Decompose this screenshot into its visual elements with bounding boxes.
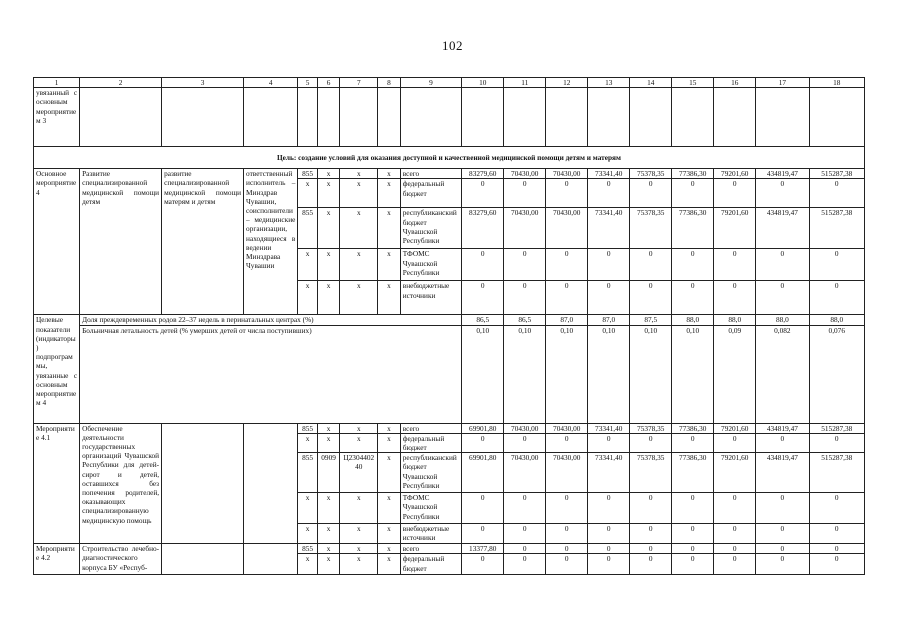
year-value: 0 <box>588 433 630 452</box>
header-cell: 8 <box>378 78 401 88</box>
year-value: 73341,40 <box>588 423 630 433</box>
year-value: 0 <box>672 524 714 544</box>
indicator-value: 88,0 <box>672 315 714 325</box>
indicator-name: Больничная летальность детей (% умерших детей от числа поступивших) <box>80 325 462 423</box>
year-value: 0 <box>672 493 714 524</box>
code-grbs: x <box>298 433 317 452</box>
year-value: 0 <box>546 433 588 452</box>
indicator-value: 0,10 <box>672 325 714 423</box>
code-expense: x <box>378 453 401 493</box>
year-value: 0 <box>809 179 864 208</box>
code-grbs: x <box>298 249 317 281</box>
year-value: 79201,60 <box>714 169 756 179</box>
year-value: 0 <box>809 554 864 575</box>
funding-source: ТФОМС Чувашской Республики <box>400 249 461 281</box>
funding-row <box>34 169 865 179</box>
code-grbs: 855 <box>298 453 317 493</box>
code-section: x <box>317 281 340 315</box>
code-expense: x <box>378 281 401 315</box>
header-cell: 2 <box>80 78 162 88</box>
header-cell: 4 <box>244 78 298 88</box>
empty-cell <box>756 88 809 147</box>
goal-row <box>34 147 865 169</box>
year-value: 79201,60 <box>714 453 756 493</box>
indicator-value: 0,10 <box>504 325 546 423</box>
year-value: 515287,38 <box>809 453 864 493</box>
year-value: 0 <box>462 281 504 315</box>
year-value: 434819,47 <box>756 453 809 493</box>
year-value: 0 <box>630 281 672 315</box>
code-grbs: x <box>298 179 317 208</box>
header-cell: 9 <box>400 78 461 88</box>
empty-cell <box>714 88 756 147</box>
empty-cell <box>80 88 162 147</box>
empty-cell <box>298 88 317 147</box>
year-value: 0 <box>756 554 809 575</box>
code-section: x <box>317 208 340 249</box>
funding-row <box>34 423 865 433</box>
year-value: 0 <box>630 544 672 554</box>
code-target: x <box>340 423 378 433</box>
indicator-value: 88,0 <box>714 315 756 325</box>
code-section: 0909 <box>317 453 340 493</box>
empty-cell <box>162 544 244 575</box>
year-value: 70430,00 <box>546 169 588 179</box>
budget-table <box>33 77 865 575</box>
year-value: 0 <box>714 433 756 452</box>
indicators-label: Целевые показатели (индикаторы) подпрограммы, увязанные с основным мероприятием 4 <box>34 315 80 423</box>
year-value: 0 <box>809 433 864 452</box>
year-value: 75378,35 <box>630 423 672 433</box>
empty-cell <box>630 88 672 147</box>
year-value: 434819,47 <box>756 423 809 433</box>
activity-name: Развитие специализированной медицинской помощи детям <box>80 169 162 315</box>
code-grbs: 855 <box>298 208 317 249</box>
year-value: 0 <box>546 281 588 315</box>
code-target: x <box>340 208 378 249</box>
year-value: 75378,35 <box>630 208 672 249</box>
year-value: 0 <box>588 524 630 544</box>
funding-row <box>34 544 865 554</box>
header-cell: 16 <box>714 78 756 88</box>
year-value: 0 <box>756 544 809 554</box>
activity-goal: развитие специализированной медицинской помощи матерям и детям <box>162 169 244 315</box>
year-value: 0 <box>462 524 504 544</box>
empty-cell <box>378 88 401 147</box>
code-grbs: 855 <box>298 423 317 433</box>
code-target: x <box>340 179 378 208</box>
funding-source: федеральный бюджет <box>400 554 461 575</box>
funding-source: федеральный бюджет <box>400 433 461 452</box>
code-section: x <box>317 554 340 575</box>
year-value: 0 <box>672 554 714 575</box>
code-expense: x <box>378 423 401 433</box>
year-value: 0 <box>756 493 809 524</box>
header-cell: 6 <box>317 78 340 88</box>
goal-text: Цель: создание условий для оказания доступной и качественной медицинской помощи детям и матерям <box>34 147 865 169</box>
funding-source: всего <box>400 169 461 179</box>
year-value: 0 <box>504 524 546 544</box>
page-number: 102 <box>442 38 463 53</box>
year-value: 0 <box>630 524 672 544</box>
year-value: 70430,00 <box>504 208 546 249</box>
year-value: 0 <box>546 249 588 281</box>
funding-source: внебюджетные источники <box>400 524 461 544</box>
code-expense: x <box>378 249 401 281</box>
code-section: x <box>317 493 340 524</box>
header-row <box>34 78 865 88</box>
year-value: 0 <box>756 249 809 281</box>
funding-source: республиканский бюджет Чувашской Республики <box>400 453 461 493</box>
header-cell: 1 <box>34 78 80 88</box>
activity-label: Основное мероприятие 4 <box>34 169 80 315</box>
year-value: 0 <box>504 179 546 208</box>
year-value: 0 <box>756 179 809 208</box>
indicator-value: 87,5 <box>630 315 672 325</box>
code-grbs: x <box>298 554 317 575</box>
year-value: 70430,00 <box>546 423 588 433</box>
code-target: x <box>340 281 378 315</box>
year-value: 73341,40 <box>588 169 630 179</box>
year-value: 0 <box>809 493 864 524</box>
year-value: 79201,60 <box>714 423 756 433</box>
year-value: 0 <box>714 249 756 281</box>
header-cell: 18 <box>809 78 864 88</box>
year-value: 0 <box>630 249 672 281</box>
year-value: 0 <box>588 249 630 281</box>
code-expense: x <box>378 169 401 179</box>
code-expense: x <box>378 554 401 575</box>
code-grbs: 855 <box>298 169 317 179</box>
header-cell: 17 <box>756 78 809 88</box>
indicator-value: 86,5 <box>462 315 504 325</box>
year-value: 0 <box>809 249 864 281</box>
year-value: 83279,60 <box>462 208 504 249</box>
year-value: 0 <box>756 524 809 544</box>
funding-source: внебюджетные источники <box>400 281 461 315</box>
code-expense: x <box>378 493 401 524</box>
continuation-row <box>34 88 865 147</box>
code-target: x <box>340 554 378 575</box>
empty-cell <box>162 88 244 147</box>
empty-cell <box>400 88 461 147</box>
year-value: 0 <box>588 544 630 554</box>
year-value: 515287,38 <box>809 423 864 433</box>
code-section: x <box>317 179 340 208</box>
year-value: 0 <box>504 433 546 452</box>
year-value: 77386,30 <box>672 423 714 433</box>
empty-cell <box>340 88 378 147</box>
responsible: ответственный исполнитель – Минздрав Чувашии, соисполнители – медицинские организации, находящиеся в ведении Минздрава Чувашии <box>244 169 298 315</box>
code-section: x <box>317 544 340 554</box>
year-value: 0 <box>546 179 588 208</box>
funding-source: республиканский бюджет Чувашской Республики <box>400 208 461 249</box>
year-value: 0 <box>672 281 714 315</box>
header-cell: 3 <box>162 78 244 88</box>
empty-cell <box>317 88 340 147</box>
year-value: 0 <box>809 281 864 315</box>
year-value: 0 <box>462 179 504 208</box>
code-grbs: 855 <box>298 544 317 554</box>
year-value: 70430,00 <box>504 423 546 433</box>
indicator-value: 0,10 <box>588 325 630 423</box>
indicator-value: 0,09 <box>714 325 756 423</box>
code-grbs: x <box>298 493 317 524</box>
year-value: 70430,00 <box>546 208 588 249</box>
indicator-row <box>34 315 865 325</box>
year-value: 0 <box>714 554 756 575</box>
empty-cell <box>162 423 244 544</box>
code-target: x <box>340 169 378 179</box>
header-cell: 10 <box>462 78 504 88</box>
empty-cell <box>244 88 298 147</box>
indicator-value: 0,10 <box>546 325 588 423</box>
year-value: 0 <box>672 249 714 281</box>
year-value: 434819,47 <box>756 208 809 249</box>
year-value: 77386,30 <box>672 453 714 493</box>
year-value: 77386,30 <box>672 169 714 179</box>
year-value: 0 <box>672 433 714 452</box>
year-value: 0 <box>588 179 630 208</box>
code-grbs: x <box>298 524 317 544</box>
activity-label: Мероприятие 4.2 <box>34 544 80 575</box>
year-value: 77386,30 <box>672 208 714 249</box>
header-cell: 12 <box>546 78 588 88</box>
year-value: 0 <box>462 554 504 575</box>
empty-cell <box>462 88 504 147</box>
year-value: 0 <box>630 554 672 575</box>
indicator-value: 88,0 <box>809 315 864 325</box>
indicator-name: Доля преждевременных родов 22–37 недель в перинатальных центрах (%) <box>80 315 462 325</box>
header-cell: 11 <box>504 78 546 88</box>
code-target: x <box>340 493 378 524</box>
year-value: 0 <box>546 544 588 554</box>
header-cell: 5 <box>298 78 317 88</box>
year-value: 515287,38 <box>809 169 864 179</box>
year-value: 0 <box>504 554 546 575</box>
code-grbs: x <box>298 281 317 315</box>
header-cell: 14 <box>630 78 672 88</box>
code-expense: x <box>378 433 401 452</box>
year-value: 0 <box>630 433 672 452</box>
code-target: x <box>340 524 378 544</box>
activity-label: Мероприятие 4.1 <box>34 423 80 544</box>
year-value: 0 <box>462 249 504 281</box>
year-value: 0 <box>588 554 630 575</box>
code-section: x <box>317 524 340 544</box>
header-cell: 13 <box>588 78 630 88</box>
code-section: x <box>317 169 340 179</box>
year-value: 0 <box>756 281 809 315</box>
activity-name: Обеспечение деятельности государственных организаций Чувашской Республики для детей-сирот и детей, оставшихся без попечения родителей, оказывающих специализированную медицинскую помощь <box>80 423 162 544</box>
year-value: 69901,80 <box>462 453 504 493</box>
funding-source: федеральный бюджет <box>400 179 461 208</box>
year-value: 0 <box>462 433 504 452</box>
indicator-value: 87,0 <box>588 315 630 325</box>
indicator-value: 88,0 <box>756 315 809 325</box>
code-target: x <box>340 544 378 554</box>
indicator-value: 0,10 <box>462 325 504 423</box>
header-cell: 15 <box>672 78 714 88</box>
year-value: 0 <box>462 493 504 524</box>
indicator-value: 86,5 <box>504 315 546 325</box>
year-value: 83279,60 <box>462 169 504 179</box>
year-value: 69901,80 <box>462 423 504 433</box>
indicator-value: 0,10 <box>630 325 672 423</box>
code-target: x <box>340 249 378 281</box>
year-value: 0 <box>588 493 630 524</box>
year-value: 0 <box>504 249 546 281</box>
year-value: 0 <box>504 493 546 524</box>
indicator-value: 0,082 <box>756 325 809 423</box>
empty-cell <box>809 88 864 147</box>
empty-cell <box>588 88 630 147</box>
year-value: 75378,35 <box>630 453 672 493</box>
year-value: 434819,47 <box>756 169 809 179</box>
year-value: 0 <box>546 554 588 575</box>
year-value: 0 <box>504 544 546 554</box>
activity-name: Строительство лечебно-диагностического корпуса БУ «Респуб- <box>80 544 162 575</box>
code-expense: x <box>378 208 401 249</box>
empty-cell <box>672 88 714 147</box>
indicator-value: 0,076 <box>809 325 864 423</box>
code-section: x <box>317 423 340 433</box>
code-expense: x <box>378 544 401 554</box>
year-value: 70430,00 <box>504 453 546 493</box>
empty-cell <box>244 544 298 575</box>
year-value: 73341,40 <box>588 453 630 493</box>
year-value: 70430,00 <box>546 453 588 493</box>
year-value: 73341,40 <box>588 208 630 249</box>
empty-cell <box>504 88 546 147</box>
funding-source: ТФОМС Чувашской Республики <box>400 493 461 524</box>
year-value: 0 <box>630 493 672 524</box>
code-target: x <box>340 433 378 452</box>
code-expense: x <box>378 179 401 208</box>
year-value: 0 <box>756 433 809 452</box>
indicator-row <box>34 325 865 423</box>
year-value: 0 <box>672 179 714 208</box>
funding-source: всего <box>400 544 461 554</box>
year-value: 75378,35 <box>630 169 672 179</box>
year-value: 0 <box>546 524 588 544</box>
year-value: 0 <box>630 179 672 208</box>
year-value: 13377,80 <box>462 544 504 554</box>
code-expense: x <box>378 524 401 544</box>
year-value: 0 <box>714 493 756 524</box>
year-value: 0 <box>714 281 756 315</box>
year-value: 0 <box>809 544 864 554</box>
code-section: x <box>317 249 340 281</box>
year-value: 0 <box>546 493 588 524</box>
year-value: 515287,38 <box>809 208 864 249</box>
year-value: 0 <box>714 179 756 208</box>
year-value: 79201,60 <box>714 208 756 249</box>
year-value: 0 <box>714 544 756 554</box>
year-value: 0 <box>714 524 756 544</box>
year-value: 70430,00 <box>504 169 546 179</box>
year-value: 0 <box>809 524 864 544</box>
code-target: Ц230440240 <box>340 453 378 493</box>
year-value: 0 <box>504 281 546 315</box>
year-value: 0 <box>588 281 630 315</box>
year-value: 0 <box>672 544 714 554</box>
funding-source: всего <box>400 423 461 433</box>
row-label: увязанный с основным мероприятием 3 <box>34 88 80 147</box>
empty-cell <box>546 88 588 147</box>
empty-cell <box>244 423 298 544</box>
indicator-value: 87,0 <box>546 315 588 325</box>
header-cell: 7 <box>340 78 378 88</box>
code-section: x <box>317 433 340 452</box>
